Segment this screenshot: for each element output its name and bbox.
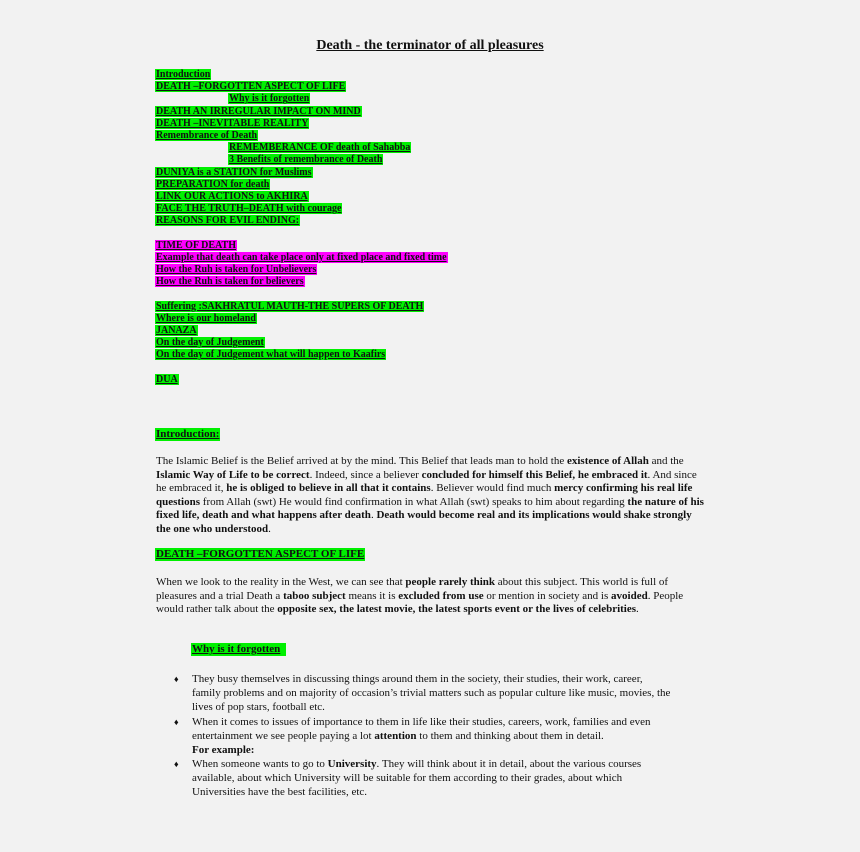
- forgotten-paragraph: When we look to the reality in the West, we can see that people rarely think about this subject. This world is full of pleasures and a trial Death a taboo subject means it is excluded from use or mention in society and is avoided. People would rather talk about the opposite sex, the latest movie, the latest sports event or the lives of celebrities.: [156, 576, 684, 615]
- forgotten-heading: DEATH –FORGOTTEN ASPECT OF LIFE: [156, 548, 365, 560]
- why-bullet-list: [174, 672, 674, 799]
- toc-item[interactable]: Remembrance of Death: [156, 129, 258, 141]
- toc-item[interactable]: 3 Benefits of remembrance of Death: [229, 154, 383, 166]
- toc-item[interactable]: PREPARATION for death: [156, 178, 270, 190]
- toc-item[interactable]: REASONS FOR EVIL ENDING:: [156, 215, 300, 227]
- document-title: Death - the terminator of all pleasures: [316, 38, 544, 53]
- toc-item[interactable]: DEATH –INEVITABLE REALITY: [156, 117, 309, 129]
- diamond-bullet-icon: ♦: [174, 717, 179, 727]
- toc-item[interactable]: Suffering :SAKHRATUL MAUTH-THE SUPERS OF DEATH: [156, 300, 424, 312]
- intro-heading: Introduction:: [156, 428, 220, 440]
- diamond-bullet-icon: ♦: [174, 674, 179, 684]
- table-of-contents: [155, 69, 448, 386]
- toc-item[interactable]: DEATH –FORGOTTEN ASPECT OF LIFE: [156, 81, 346, 93]
- toc-item[interactable]: JANAZA: [156, 324, 197, 336]
- toc-item[interactable]: FACE THE TRUTH–DEATH with courage: [156, 203, 342, 215]
- toc-item[interactable]: Why is it forgotten: [229, 93, 310, 105]
- toc-item[interactable]: Introduction: [156, 69, 211, 80]
- toc-item[interactable]: Where is our homeland: [156, 312, 256, 324]
- list-item: ♦ They busy themselves in discussing things around them in the society, their studies, their work, career, family problems and on majority of occasion’s trivial matters such as popular culture like music, movies, the lives of pop stars, football etc.: [174, 673, 671, 713]
- toc-item[interactable]: Example that death can take place only at fixed place and fixed time: [156, 251, 447, 263]
- diamond-bullet-icon: ♦: [174, 759, 179, 769]
- toc-item[interactable]: How the Ruh is taken for believers: [156, 276, 304, 288]
- toc-item[interactable]: DUNIYA is a STATION for Muslims: [156, 166, 312, 178]
- toc-item[interactable]: DUA: [156, 373, 178, 385]
- toc-item[interactable]: How the Ruh is taken for Unbelievers: [156, 264, 317, 275]
- example-label: For example:: [192, 744, 255, 756]
- intro-paragraph: The Islamic Belief is the Belief arrived at by the mind. This Belief that leads man to hold the existence of Allah and the Islamic Way of Life to be correct. Indeed, since a believer concluded for himself this Belief, he embraced it. And since he embraced it, he is obliged to believe in all that it contains. Believer would find much mercy confirming his real life questions from Allah (swt) He would find confirmation in what Allah (swt) speaks to him about regarding the nature of his fixed life, death and what happens after death. Death would become real and its implications would shake strongly the one who understood.: [156, 455, 704, 535]
- toc-item[interactable]: TIME OF DEATH: [156, 239, 237, 251]
- list-item: ♦ When someone wants to go to University. They will think about it in detail, about the various courses available, about which University will be suitable for them according to their grades, about which Universities have the best facilities, etc.: [174, 758, 642, 798]
- toc-item[interactable]: DEATH AN IRREGULAR IMPACT ON MIND: [156, 105, 361, 117]
- toc-item[interactable]: On the day of Judgement what will happen to Kaafirs: [156, 349, 386, 361]
- why-heading: Why is it forgotten: [191, 643, 286, 656]
- list-item: ♦ When it comes to issues of importance to them in life like their studies, careers, work, families and even entertainment we see people paying a lot attention to them and thinking about them in detail.: [174, 716, 651, 742]
- toc-item[interactable]: REMEMBERANCE OF death of Sahabba: [229, 142, 411, 154]
- toc-item[interactable]: LINK OUR ACTIONS to AKHIRA: [156, 190, 308, 202]
- toc-item[interactable]: On the day of Judgement: [156, 337, 264, 349]
